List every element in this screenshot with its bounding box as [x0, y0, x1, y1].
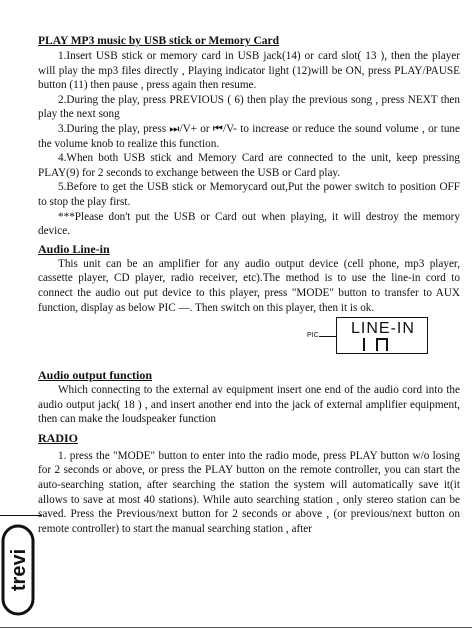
section-heading-line-in: Audio Line-in — [38, 241, 110, 256]
step-3: 3.During the play, press ⏭/V+ or ⏮/V- to increase or reduce the sound volume , or tune the volume knob to realize this function. — [38, 122, 460, 150]
section-heading-audio-output: Audio output function — [38, 368, 153, 383]
margin-rule — [0, 515, 42, 516]
manual-page — [38, 34, 460, 536]
warning-note: ***Please don't put the USB or Card out when playing, it will destroy the memory device. — [38, 210, 460, 238]
step-2: 2.During the play, press PREVIOUS ( 6) then play the previous song , press NEXT then play the next song — [38, 93, 460, 121]
section-heading-radio: RADIO — [38, 430, 79, 445]
brand-logo-text: trevi — [8, 548, 30, 592]
lcd-segment-digits — [363, 338, 393, 351]
page-bottom-rule — [0, 627, 472, 628]
section-heading-mp3: PLAY MP3 music by USB stick or Memory Card — [38, 35, 280, 47]
audio-output-text: Which connecting to the external av equipment insert one end of the audio cord into the audio output jack( 18 ) , and insert another end into the jack of external amplifier equipment, then can make the loudspeaker function — [38, 384, 460, 426]
lcd-display — [336, 317, 428, 354]
line-in-display-figure — [38, 317, 460, 367]
pic-pointer-line — [319, 336, 336, 337]
pic-label: PIC — [307, 332, 319, 340]
lcd-text: LINE-IN — [351, 320, 415, 338]
step-5: 5.Before to get the USB stick or Memorycard out,Put the power switch to position OFF to stop the play first. — [38, 181, 460, 208]
step-4: 4.When both USB stick and Memory Card are connected to the unit, keep pressing PLAY(9) for 2 seconds to exchange between the USB or Card play. — [38, 152, 460, 179]
radio-text: 1. press the "MODE" button to enter into the radio mode, press PLAY button w/o losing for 2 seconds or above, or press the PLAY button on the remote controller, you can start the auto-searching station, after searching the station the system will automatically save it(it allows to save at most 40 stations). While auto searching station , only stereo station can be saved. Press the Previous/next button for 2 seconds or above , (or previous/next button on remote controller) to start the manual searching station , after — [38, 449, 460, 535]
trevi-logo — [0, 522, 38, 618]
step-1: 1.Insert USB stick or memory card in USB jack(14) or card slot( 13 ), then the player will play the mp3 files directly , Playing indicator light (12)will be ON, press PLAY/PAUSE button (11) then pause , press again then resume. — [38, 50, 460, 92]
line-in-text: This unit can be an amplifier for any audio output device (cell phone, mp3 player, cassette player, CD player, radio receiver, etc).The method is to use the line-in cord to connect the audio out put device to this player, press "MODE" button to transfer to AUX function, display as below PIC —. Then switch on this player, then it is ok. — [38, 257, 460, 314]
